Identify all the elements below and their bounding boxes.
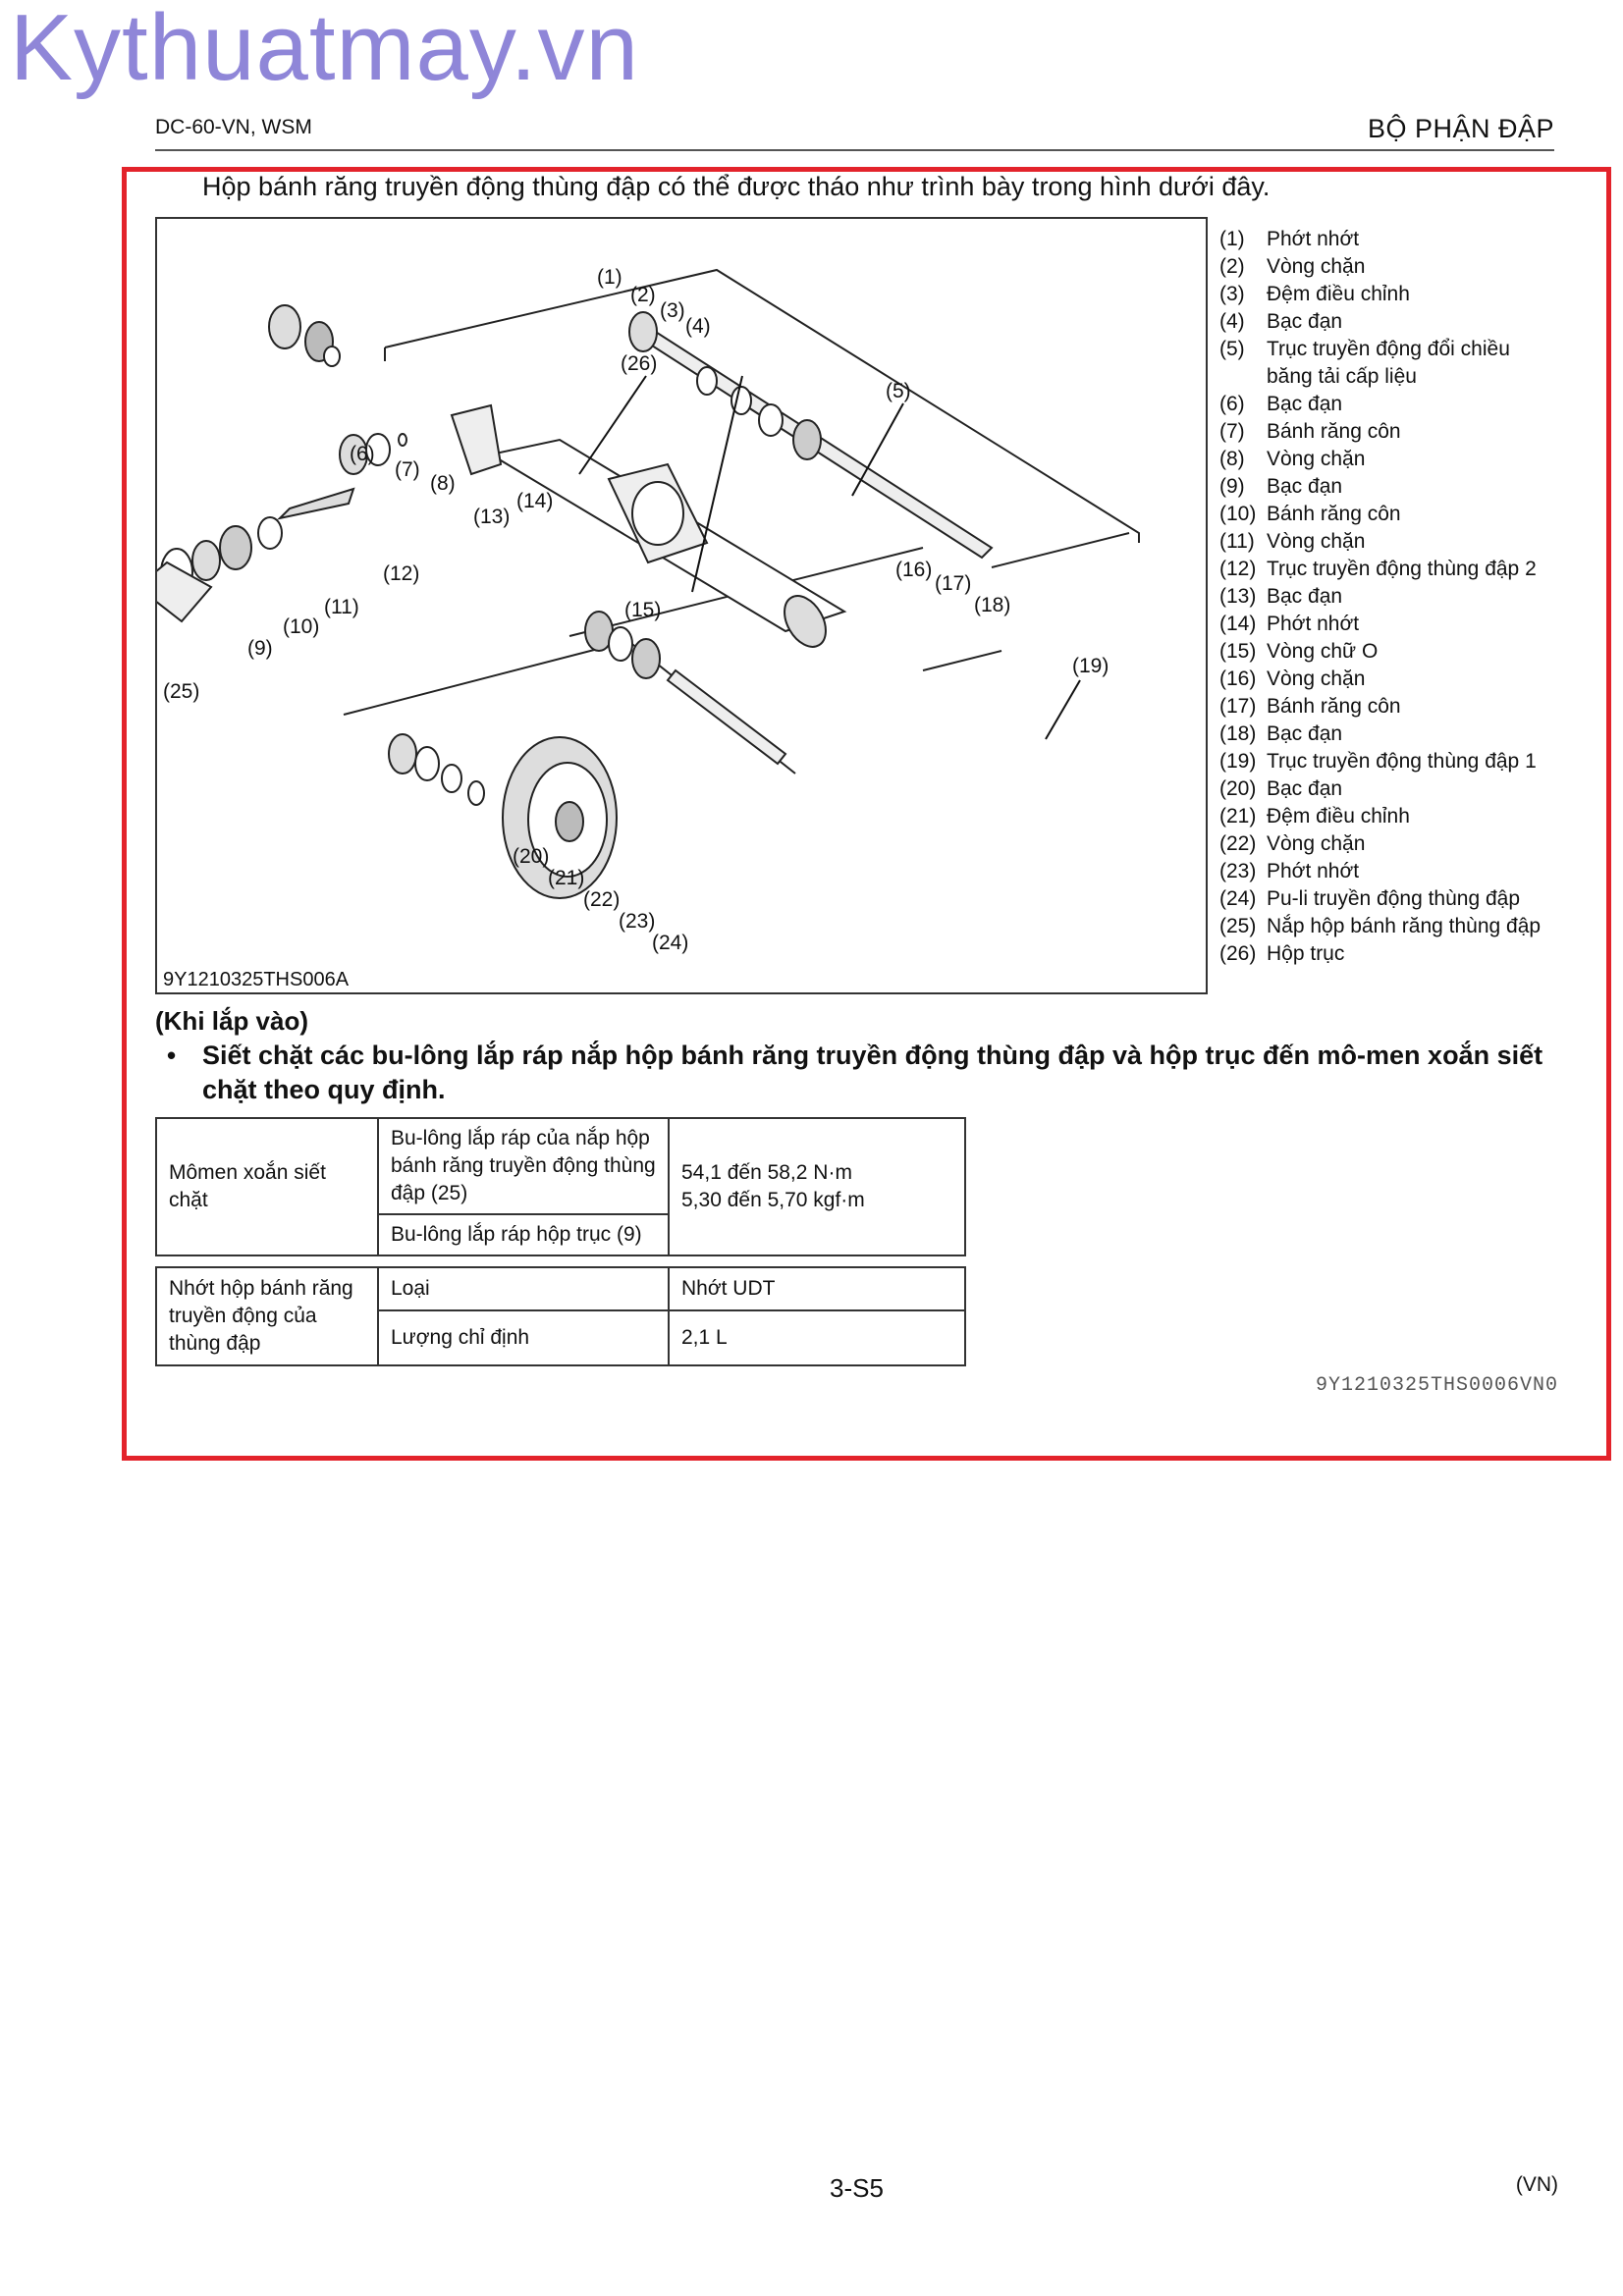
legend-item	[1219, 611, 1541, 638]
legend-text: Bánh răng côn	[1267, 420, 1401, 443]
oil-table	[155, 1266, 966, 1366]
legend-text: Bạc đạn	[1267, 310, 1343, 333]
callout-23: (23)	[619, 910, 656, 933]
legend-text: Đệm điều chỉnh	[1267, 283, 1410, 305]
callout-6: (6)	[350, 443, 375, 465]
oil-qty-value: 2,1 L	[669, 1310, 965, 1365]
legend-text: Bánh răng côn	[1267, 503, 1401, 525]
watermark-logo: Kythuatmay.vn	[10, 0, 639, 100]
legend-number: (4)	[1219, 310, 1245, 333]
oil-qty-label: Lượng chỉ định	[378, 1310, 669, 1365]
legend-item	[1219, 226, 1541, 253]
legend-item	[1219, 336, 1541, 363]
legend-number: (22)	[1219, 832, 1257, 855]
legend-number: (13)	[1219, 585, 1257, 608]
torque-value-nm: 54,1 đến 58,2 N·m	[681, 1161, 852, 1184]
legend-text: Hộp trục	[1267, 942, 1345, 965]
legend-item	[1219, 253, 1541, 281]
legend-item	[1219, 363, 1541, 391]
legend-item	[1219, 830, 1541, 858]
legend-number: (20)	[1219, 777, 1257, 800]
callout-22: (22)	[583, 888, 621, 911]
oil-label: Nhớt hộp bánh răng truyền động của thùng đập	[156, 1267, 378, 1365]
legend-text: Vòng chặn	[1267, 255, 1366, 278]
callout-2: (2)	[630, 284, 656, 306]
legend-item	[1219, 528, 1541, 556]
table-row	[156, 1267, 965, 1310]
callout-21: (21)	[548, 867, 585, 889]
legend-item	[1219, 748, 1541, 775]
callout-24: (24)	[652, 932, 689, 954]
callout-18: (18)	[974, 594, 1011, 616]
callout-3: (3)	[660, 299, 685, 322]
callout-11: (11)	[324, 596, 359, 618]
legend-item	[1219, 281, 1541, 308]
legend-text: Trục truyền động đổi chiều	[1267, 338, 1510, 360]
legend-item	[1219, 556, 1541, 583]
callout-labels	[163, 266, 1109, 954]
header-divider	[155, 149, 1554, 151]
callout-4: (4)	[685, 315, 711, 338]
lower-shaft-group	[389, 612, 785, 898]
legend-text: Bánh răng côn	[1267, 695, 1401, 718]
legend-item	[1219, 308, 1541, 336]
legend-text: Vòng chữ O	[1267, 640, 1379, 663]
legend-text: Vòng chặn	[1267, 448, 1366, 470]
legend-number: (15)	[1219, 640, 1257, 663]
legend-number: (11)	[1219, 530, 1255, 553]
torque-value	[669, 1118, 965, 1255]
callout-7: (7)	[395, 458, 420, 481]
callout-19: (19)	[1072, 655, 1109, 677]
legend-number: (5)	[1219, 338, 1245, 360]
callout-12: (12)	[383, 562, 420, 585]
legend-item	[1219, 418, 1541, 446]
legend-number: (17)	[1219, 695, 1257, 718]
legend-text: Pu-li truyền động thùng đập	[1267, 887, 1521, 910]
callout-13: (13)	[473, 506, 511, 528]
legend-number	[1219, 363, 1267, 391]
torque-label: Mômen xoắn siết chặt	[156, 1118, 378, 1255]
legend-text: Phớt nhớt	[1267, 228, 1360, 250]
legend-text: Phớt nhớt	[1267, 860, 1360, 882]
legend-number: (23)	[1219, 860, 1257, 882]
legend-number: (2)	[1219, 255, 1245, 278]
exploded-diagram	[157, 219, 1206, 992]
legend-text: Vòng chặn	[1267, 832, 1366, 855]
legend-item	[1219, 583, 1541, 611]
torque-table	[155, 1117, 966, 1256]
legend-number: (10)	[1219, 503, 1257, 525]
legend-text: Vòng chặn	[1267, 530, 1366, 553]
legend-text: Đệm điều chỉnh	[1267, 805, 1410, 828]
legend-item	[1219, 775, 1541, 803]
legend-number: (14)	[1219, 613, 1257, 635]
legend-text: Bạc đạn	[1267, 393, 1343, 415]
legend-item	[1219, 693, 1541, 721]
legend-number: (6)	[1219, 393, 1245, 415]
header-section-title: BỘ PHẬN ĐẬP	[1367, 114, 1554, 143]
legend-number: (7)	[1219, 420, 1245, 443]
header-doc-id: DC-60-VN, WSM	[155, 116, 312, 138]
legend-number: (8)	[1219, 448, 1245, 470]
legend-item	[1219, 638, 1541, 666]
note-text: Siết chặt các bu-lông lắp ráp nắp hộp bánh răng truyền động thùng đập và hộp trục đến mô-men xoắn siết chặt theo quy định.	[202, 1041, 1543, 1104]
language-tag: (VN)	[1515, 2173, 1558, 2196]
callout-16: (16)	[895, 559, 933, 581]
callout-15: (15)	[624, 599, 662, 621]
legend-number: (26)	[1219, 942, 1257, 965]
callout-9: (9)	[247, 637, 273, 660]
legend-number: (3)	[1219, 283, 1245, 305]
legend-number: (24)	[1219, 887, 1257, 910]
legend-item	[1219, 885, 1541, 913]
callout-17: (17)	[935, 572, 972, 595]
legend-item	[1219, 940, 1541, 968]
legend-text: băng tải cấp liệu	[1267, 365, 1417, 388]
oil-type-value: Nhớt UDT	[669, 1267, 965, 1310]
legend-text: Bạc đạn	[1267, 777, 1343, 800]
legend-number: (25)	[1219, 915, 1257, 937]
callout-25: (25)	[163, 680, 200, 703]
legend-number: (19)	[1219, 750, 1257, 773]
callout-10: (10)	[283, 615, 320, 638]
legend-text: Bạc đạn	[1267, 475, 1343, 498]
legend-item	[1219, 446, 1541, 473]
legend-text: Bạc đạn	[1267, 722, 1343, 745]
torque-item-1: Bu-lông lắp ráp của nắp hộp bánh răng truyền động thùng đập (25)	[378, 1118, 669, 1214]
left-gear-group	[269, 305, 406, 474]
callout-14: (14)	[516, 490, 554, 512]
legend-text: Phớt nhớt	[1267, 613, 1360, 635]
legend-number: (18)	[1219, 722, 1257, 745]
callout-5: (5)	[886, 380, 911, 402]
parts-legend	[1219, 226, 1541, 968]
legend-text: Bạc đạn	[1267, 585, 1343, 608]
torque-item-2: Bu-lông lắp ráp hộp trục (9)	[378, 1214, 669, 1255]
legend-item	[1219, 473, 1541, 501]
legend-text: Nắp hộp bánh răng thùng đập	[1267, 915, 1542, 937]
callout-1: (1)	[597, 266, 622, 289]
legend-item	[1219, 858, 1541, 885]
torque-value-kgf: 5,30 đến 5,70 kgf·m	[681, 1189, 865, 1211]
legend-number: (1)	[1219, 228, 1245, 250]
legend-number: (21)	[1219, 805, 1257, 828]
table-row	[156, 1118, 965, 1214]
legend-text: Trục truyền động thùng đập 1	[1267, 750, 1537, 773]
page-number: 3-S5	[830, 2173, 884, 2203]
legend-text: Trục truyền động thùng đập 2	[1267, 558, 1537, 580]
callout-8: (8)	[430, 472, 456, 495]
callout-26: (26)	[621, 352, 658, 375]
intro-text: Hộp bánh răng truyền động thùng đập có thể được tháo như trình bày trong hình dưới đây.	[202, 172, 1271, 201]
bullet-marker: •	[167, 1041, 177, 1070]
callout-20: (20)	[513, 845, 550, 868]
legend-number: (16)	[1219, 667, 1257, 690]
note-title: (Khi lắp vào)	[155, 1006, 309, 1036]
oil-type-label: Loại	[378, 1267, 669, 1310]
legend-item	[1219, 666, 1541, 693]
legend-item	[1219, 501, 1541, 528]
legend-number: (9)	[1219, 475, 1245, 498]
legend-number: (12)	[1219, 558, 1257, 580]
legend-item	[1219, 721, 1541, 748]
legend-item	[1219, 913, 1541, 940]
figure-code: 9Y1210325THS006A	[163, 969, 350, 990]
legend-text: Vòng chặn	[1267, 667, 1366, 690]
legend-item	[1219, 391, 1541, 418]
document-code: 9Y1210325THS0006VN0	[1315, 1374, 1558, 1397]
legend-item	[1219, 803, 1541, 830]
